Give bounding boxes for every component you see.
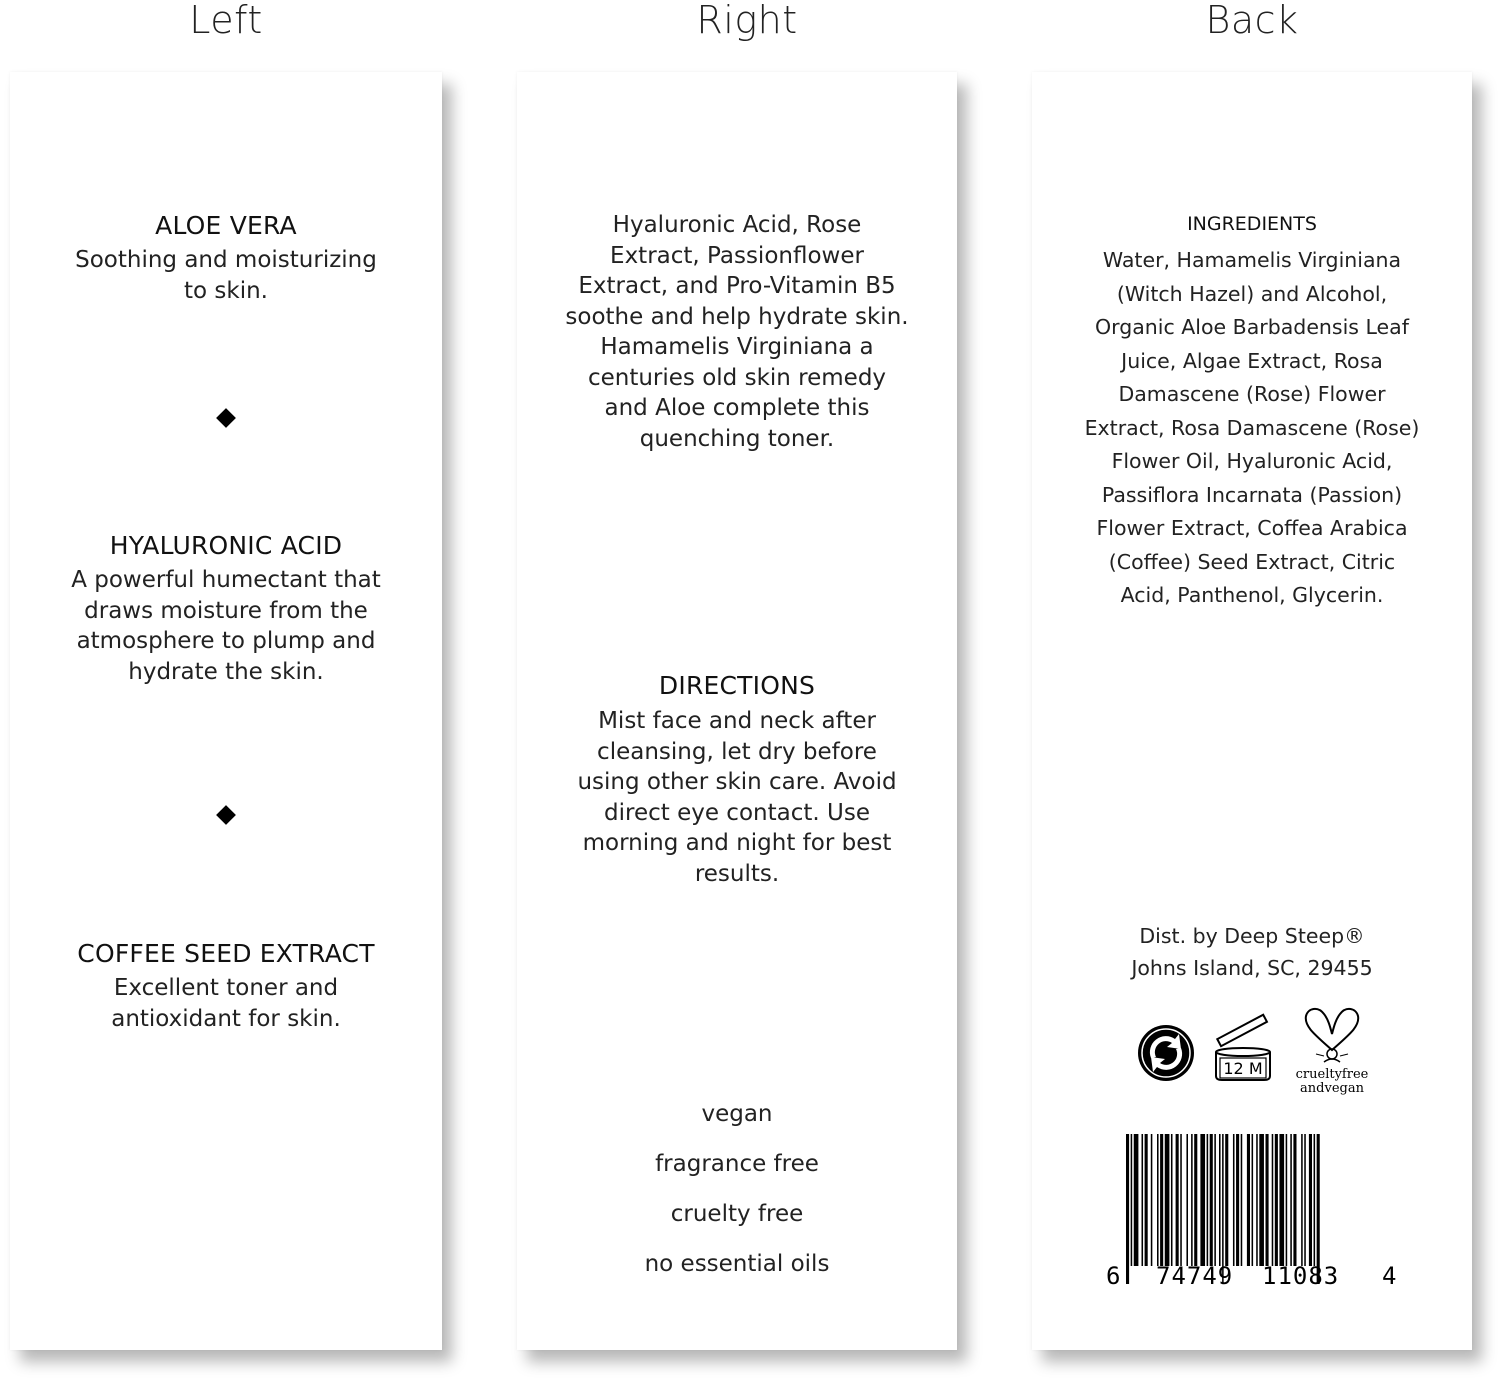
barcode-bar [1160,1134,1163,1266]
barcode-bar [1126,1134,1129,1284]
coffee-seed-text: Excellent toner and antioxidant for skin. [111,975,341,1032]
barcode-bar [1247,1134,1250,1266]
ingredients-heading: INGREDIENTS [1187,213,1317,235]
directions-section [517,670,957,889]
directions-text: Mist face and neck after cleansing, let dry before using other skin care. Avoid direct eye contact. Use morning and night for best results. [577,708,897,887]
claim-vegan: vegan [701,1101,773,1127]
ingredients-text: Water, Hamamelis Virginiana (Witch Hazel) and Alcohol, Organic Aloe Barbadensis Leaf Juice, Algae Extract, Rosa Damascene (Rose) Flower Extract, Rosa Damascene (Rose) Flower Oil, Hyaluronic Acid, Passiflora Incarnata (Passion) Flower Extract, Coffea Arabica (Coffee) Seed Extract, Citric Acid, Panthenol, Glycerin. [1084,248,1420,607]
aloe-vera-section [10,210,442,306]
ingredients-section [1032,212,1472,613]
barcode-bar [1142,1134,1144,1266]
recycle-icon [1135,1022,1197,1084]
distributor-line-2: Johns Island, SC, 29455 [1131,956,1373,980]
barcode-bar [1272,1134,1274,1266]
barcode-bar [1214,1134,1216,1266]
coffee-seed-heading: COFFEE SEED EXTRACT [77,939,375,968]
right-panel [517,72,957,1350]
right-column-title: Right [696,0,798,42]
barcode-bar [1309,1134,1312,1266]
barcode-bar [1304,1134,1306,1266]
barcode-bar [1134,1134,1139,1266]
bunny-heart-logo [1294,1004,1370,1098]
barcode-bar [1259,1134,1264,1266]
barcode-bar [1241,1134,1243,1266]
barcode-bar [1186,1134,1188,1266]
barcode-bar [1275,1134,1278,1266]
back-panel [1032,72,1472,1350]
barcode-bar [1219,1134,1221,1266]
barcode-bar [1236,1134,1239,1266]
hyaluronic-acid-text: A powerful humectant that draws moisture from the atmosphere to plump and hydrate the skin. [71,567,381,685]
barcode-bar [1207,1134,1209,1266]
barcode-digit-first: 6 [1106,1262,1121,1290]
barcode-bar [1145,1134,1148,1266]
barcode-bar [1176,1134,1179,1266]
barcode-bar [1279,1134,1284,1266]
barcode-bar [1252,1134,1254,1266]
claim-fragrance-free: fragrance free [655,1151,819,1177]
barcode-bar [1301,1134,1303,1266]
diamond-divider-icon [216,408,236,428]
barcode-bar [1165,1134,1170,1266]
barcode-bar [1171,1134,1173,1266]
distributor-line-1: Dist. by Deep Steep® [1139,924,1365,948]
barcode-group-right: 11083 [1262,1262,1340,1290]
pao-label: 12 M [1223,1059,1263,1078]
barcode-bar [1191,1134,1193,1266]
svg-text:crueltyfree: crueltyfree [1295,1067,1369,1082]
svg-text:andvegan: andvegan [1300,1081,1364,1096]
barcode-bar [1225,1134,1228,1266]
barcode-bar [1131,1134,1133,1266]
directions-heading: DIRECTIONS [658,671,816,700]
coffee-seed-section [10,938,442,1034]
hyaluronic-acid-section [10,530,442,687]
aloe-vera-heading: ALOE VERA [155,211,297,240]
claim-cruelty-free: cruelty free [670,1201,804,1227]
left-column-title: Left [189,0,263,42]
barcode-bar [1200,1134,1205,1266]
back-column-title: Back [1205,0,1299,42]
open-jar-12m-icon [1210,1010,1276,1084]
barcode-bar [1180,1134,1182,1266]
barcode-bar [1194,1134,1197,1266]
barcode-bar [1233,1134,1235,1266]
barcode-bar [1293,1134,1296,1266]
barcode-group-left: 74749 [1156,1262,1234,1290]
barcode-digit-last: 4 [1382,1262,1397,1290]
barcode-bar [1151,1134,1153,1266]
intro-section [517,210,957,454]
aloe-vera-text: Soothing and moisturizing to skin. [75,247,377,304]
barcode-bar [1266,1134,1269,1266]
barcode-bar [1256,1134,1258,1266]
barcode-bar [1210,1134,1213,1266]
barcode-bar [1286,1134,1288,1266]
hyaluronic-acid-heading: HYALURONIC ACID [109,531,343,560]
intro-text: Hyaluronic Acid, Rose Extract, Passionflower Extract, and Pro-Vitamin B5 soothe and help hydrate skin. Hamamelis Virginiana a centuries old skin remedy and Aloe complete this quenching toner. [565,212,909,452]
distributor-section [1032,920,1472,984]
barcode-bar [1157,1134,1159,1266]
claim-no-essential-oils: no essential oils [644,1251,830,1277]
barcode-bar [1290,1134,1292,1266]
barcode-bar [1314,1134,1316,1266]
left-panel [10,72,442,1350]
diamond-divider-icon [216,805,236,825]
